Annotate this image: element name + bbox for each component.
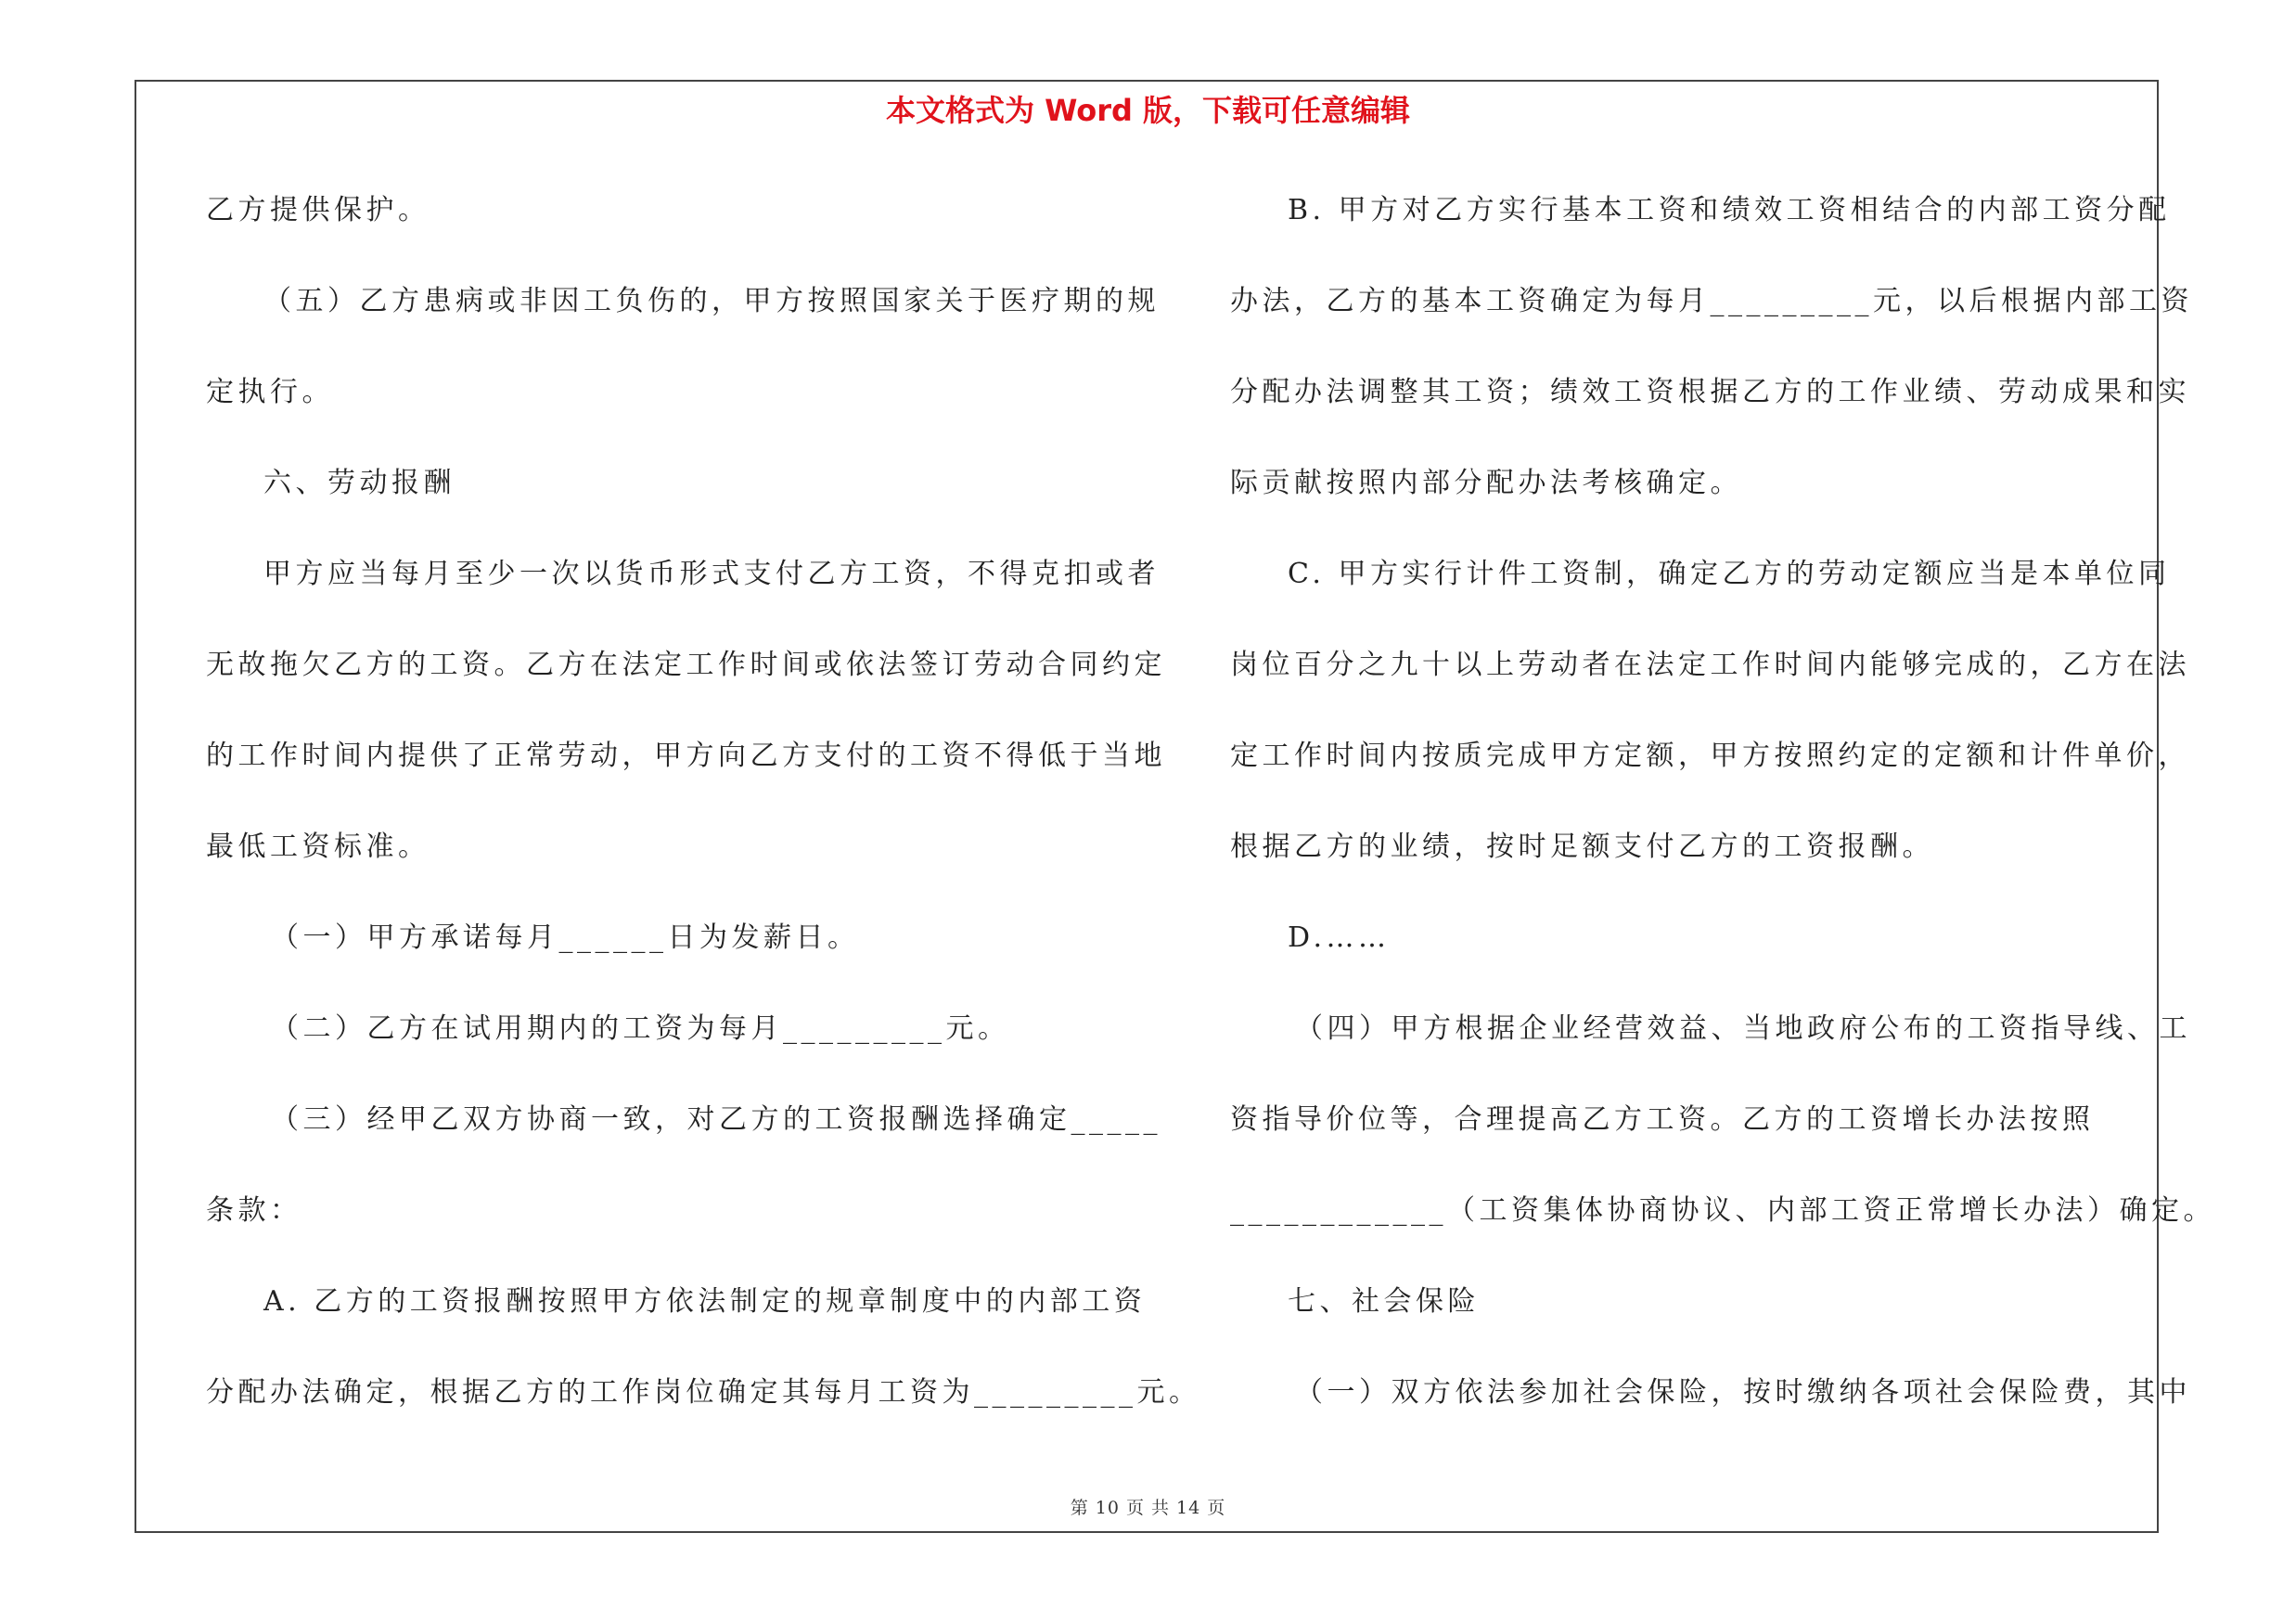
text-line: 根据乙方的业绩，按时足额支付乙方的工资报酬。 (1230, 831, 1934, 863)
text-line: （一）甲方承诺每月______日为发薪日。 (271, 921, 860, 954)
text-line: 定执行。 (206, 376, 334, 408)
text-line: 的工作时间内提供了正常劳动，甲方向乙方支付的工资不得低于当地 (206, 740, 1166, 772)
text-line: A. 乙方的工资报酬按照甲方依法制定的规章制度中的内部工资 (263, 1285, 1147, 1318)
text-line: 条款： (206, 1194, 302, 1227)
text-line: （二）乙方在试用期内的工资为每月_________元。 (271, 1012, 1010, 1045)
text-line: 分配办法调整其工资；绩效工资根据乙方的工作业绩、劳动成果和实 (1230, 376, 2190, 408)
text-line: 岗位百分之九十以上劳动者在法定工作时间内能够完成的，乙方在法 (1230, 649, 2190, 681)
text-line: 甲方应当每月至少一次以货币形式支付乙方工资，不得克扣或者 (263, 558, 1160, 590)
text-line: （四）甲方根据企业经营效益、当地政府公布的工资指导线、工 (1295, 1012, 2191, 1045)
text-line: 办法，乙方的基本工资确定为每月_________元，以后根据内部工资 (1230, 285, 2193, 317)
text-line: B. 甲方对乙方实行基本工资和绩效工资相结合的内部工资分配 (1288, 194, 2171, 226)
section-heading: 七、社会保险 (1288, 1285, 1480, 1318)
left-column (206, 174, 1201, 1448)
text-line: （五）乙方患病或非因工负伤的，甲方按照国家关于医疗期的规 (263, 285, 1160, 317)
text-line: 乙方提供保护。 (206, 194, 430, 226)
text-line: D.…… (1288, 921, 1391, 954)
text-line: C. 甲方实行计件工资制，确定乙方的劳动定额应当是本单位同 (1288, 558, 2171, 590)
text-line: 最低工资标准。 (206, 831, 430, 863)
text-line: （一）双方依法参加社会保险，按时缴纳各项社会保险费，其中 (1295, 1376, 2191, 1409)
text-line: ____________（工资集体协商协议、内部工资正常增长办法）确定。 (1230, 1194, 2215, 1227)
text-line: 际贡献按照内部分配办法考核确定。 (1230, 467, 1742, 499)
text-line: 资指导价位等，合理提高乙方工资。乙方的工资增长办法按照 (1230, 1103, 2095, 1136)
text-line: 定工作时间内按质完成甲方定额，甲方按照约定的定额和计件单价， (1230, 740, 2190, 772)
text-line: 分配办法确定，根据乙方的工作岗位确定其每月工资为_________元。 (206, 1376, 1201, 1409)
text-line: （三）经甲乙双方协商一致，对乙方的工资报酬选择确定_____ (271, 1103, 1161, 1136)
section-heading: 六、劳动报酬 (263, 467, 455, 499)
text-line: 无故拖欠乙方的工资。乙方在法定工作时间或依法签订劳动合同约定 (206, 649, 1166, 681)
right-column (1230, 174, 2215, 1448)
word-format-banner: 本文格式为 Word 版，下载可任意编辑 (885, 93, 1411, 128)
page-number-footer: 第 10 页 共 14 页 (1070, 1498, 1226, 1518)
